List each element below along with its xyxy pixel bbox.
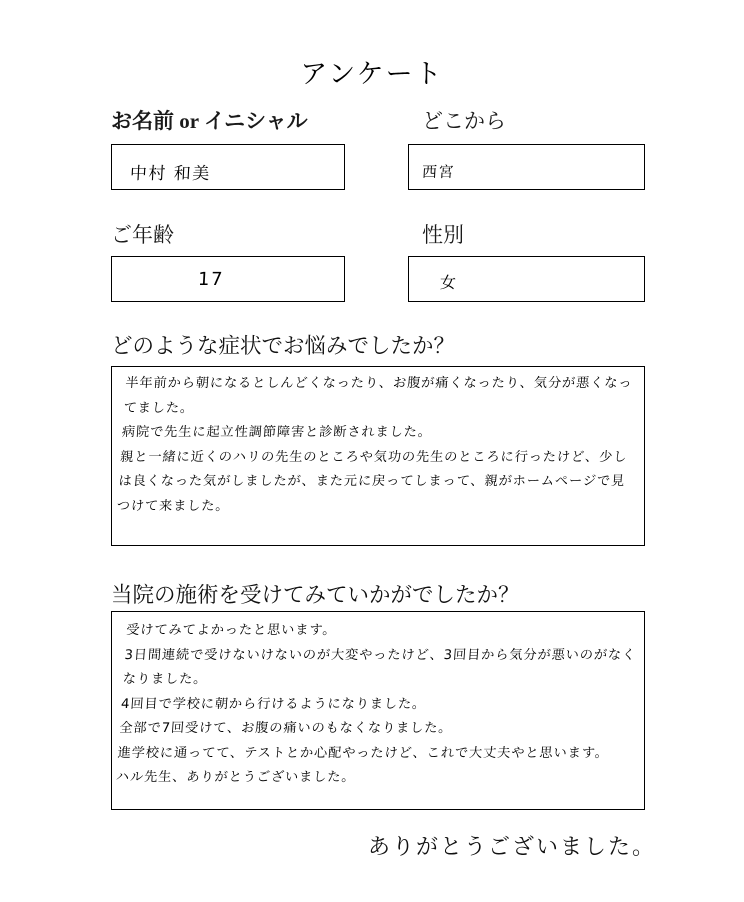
gender-field-value: 女 <box>439 273 458 292</box>
closing-message: ありがとうございました。 <box>368 834 657 859</box>
page-title: アンケート <box>300 59 444 89</box>
question-2-heading: 当院の施術を受けてみていかがでしたか？ <box>111 583 520 607</box>
age-field-value: 17 <box>197 269 225 290</box>
location-field-value: 西宮 <box>421 163 456 181</box>
location-field-label: どこから <box>422 109 506 133</box>
name-field-label: お名前 or イニシャル <box>111 109 308 133</box>
name-field-value: 中村 和美 <box>129 164 212 184</box>
question-1-heading: どのような症状でお悩みでしたか？ <box>111 334 456 358</box>
gender-field-label: 性別 <box>422 223 464 247</box>
question-2-answer-text: 受けてみてよかったと思います。 3日間連続で受けないけないのが大変やったけど、3回目から気分が悪いのがなくなりました。 4回目で学校に朝から行けるようになりました。 全部で7回受けて、お腹の痛いのもなくなりました。 進学校に通ってて、テストとか心配やったけど、これで大丈夫やと思います。 ハル先生、ありがとうございました。 <box>115 623 637 785</box>
age-field-box[interactable] <box>111 256 345 302</box>
question-1-answer-text: 半年前から朝になるとしんどくなったり、お腹が痛くなったり、気分が悪くなってました。 病院で先生に起立性調節障害と診断されました。 親と一緒に近くのハリの先生のところや気功の先生のところに行ったけど、少しは良くなった気がしましたが、また元に戻ってしまって、親がホームページで見つけて来ました。 <box>116 376 634 514</box>
age-field-label: ご年齢 <box>111 223 174 247</box>
